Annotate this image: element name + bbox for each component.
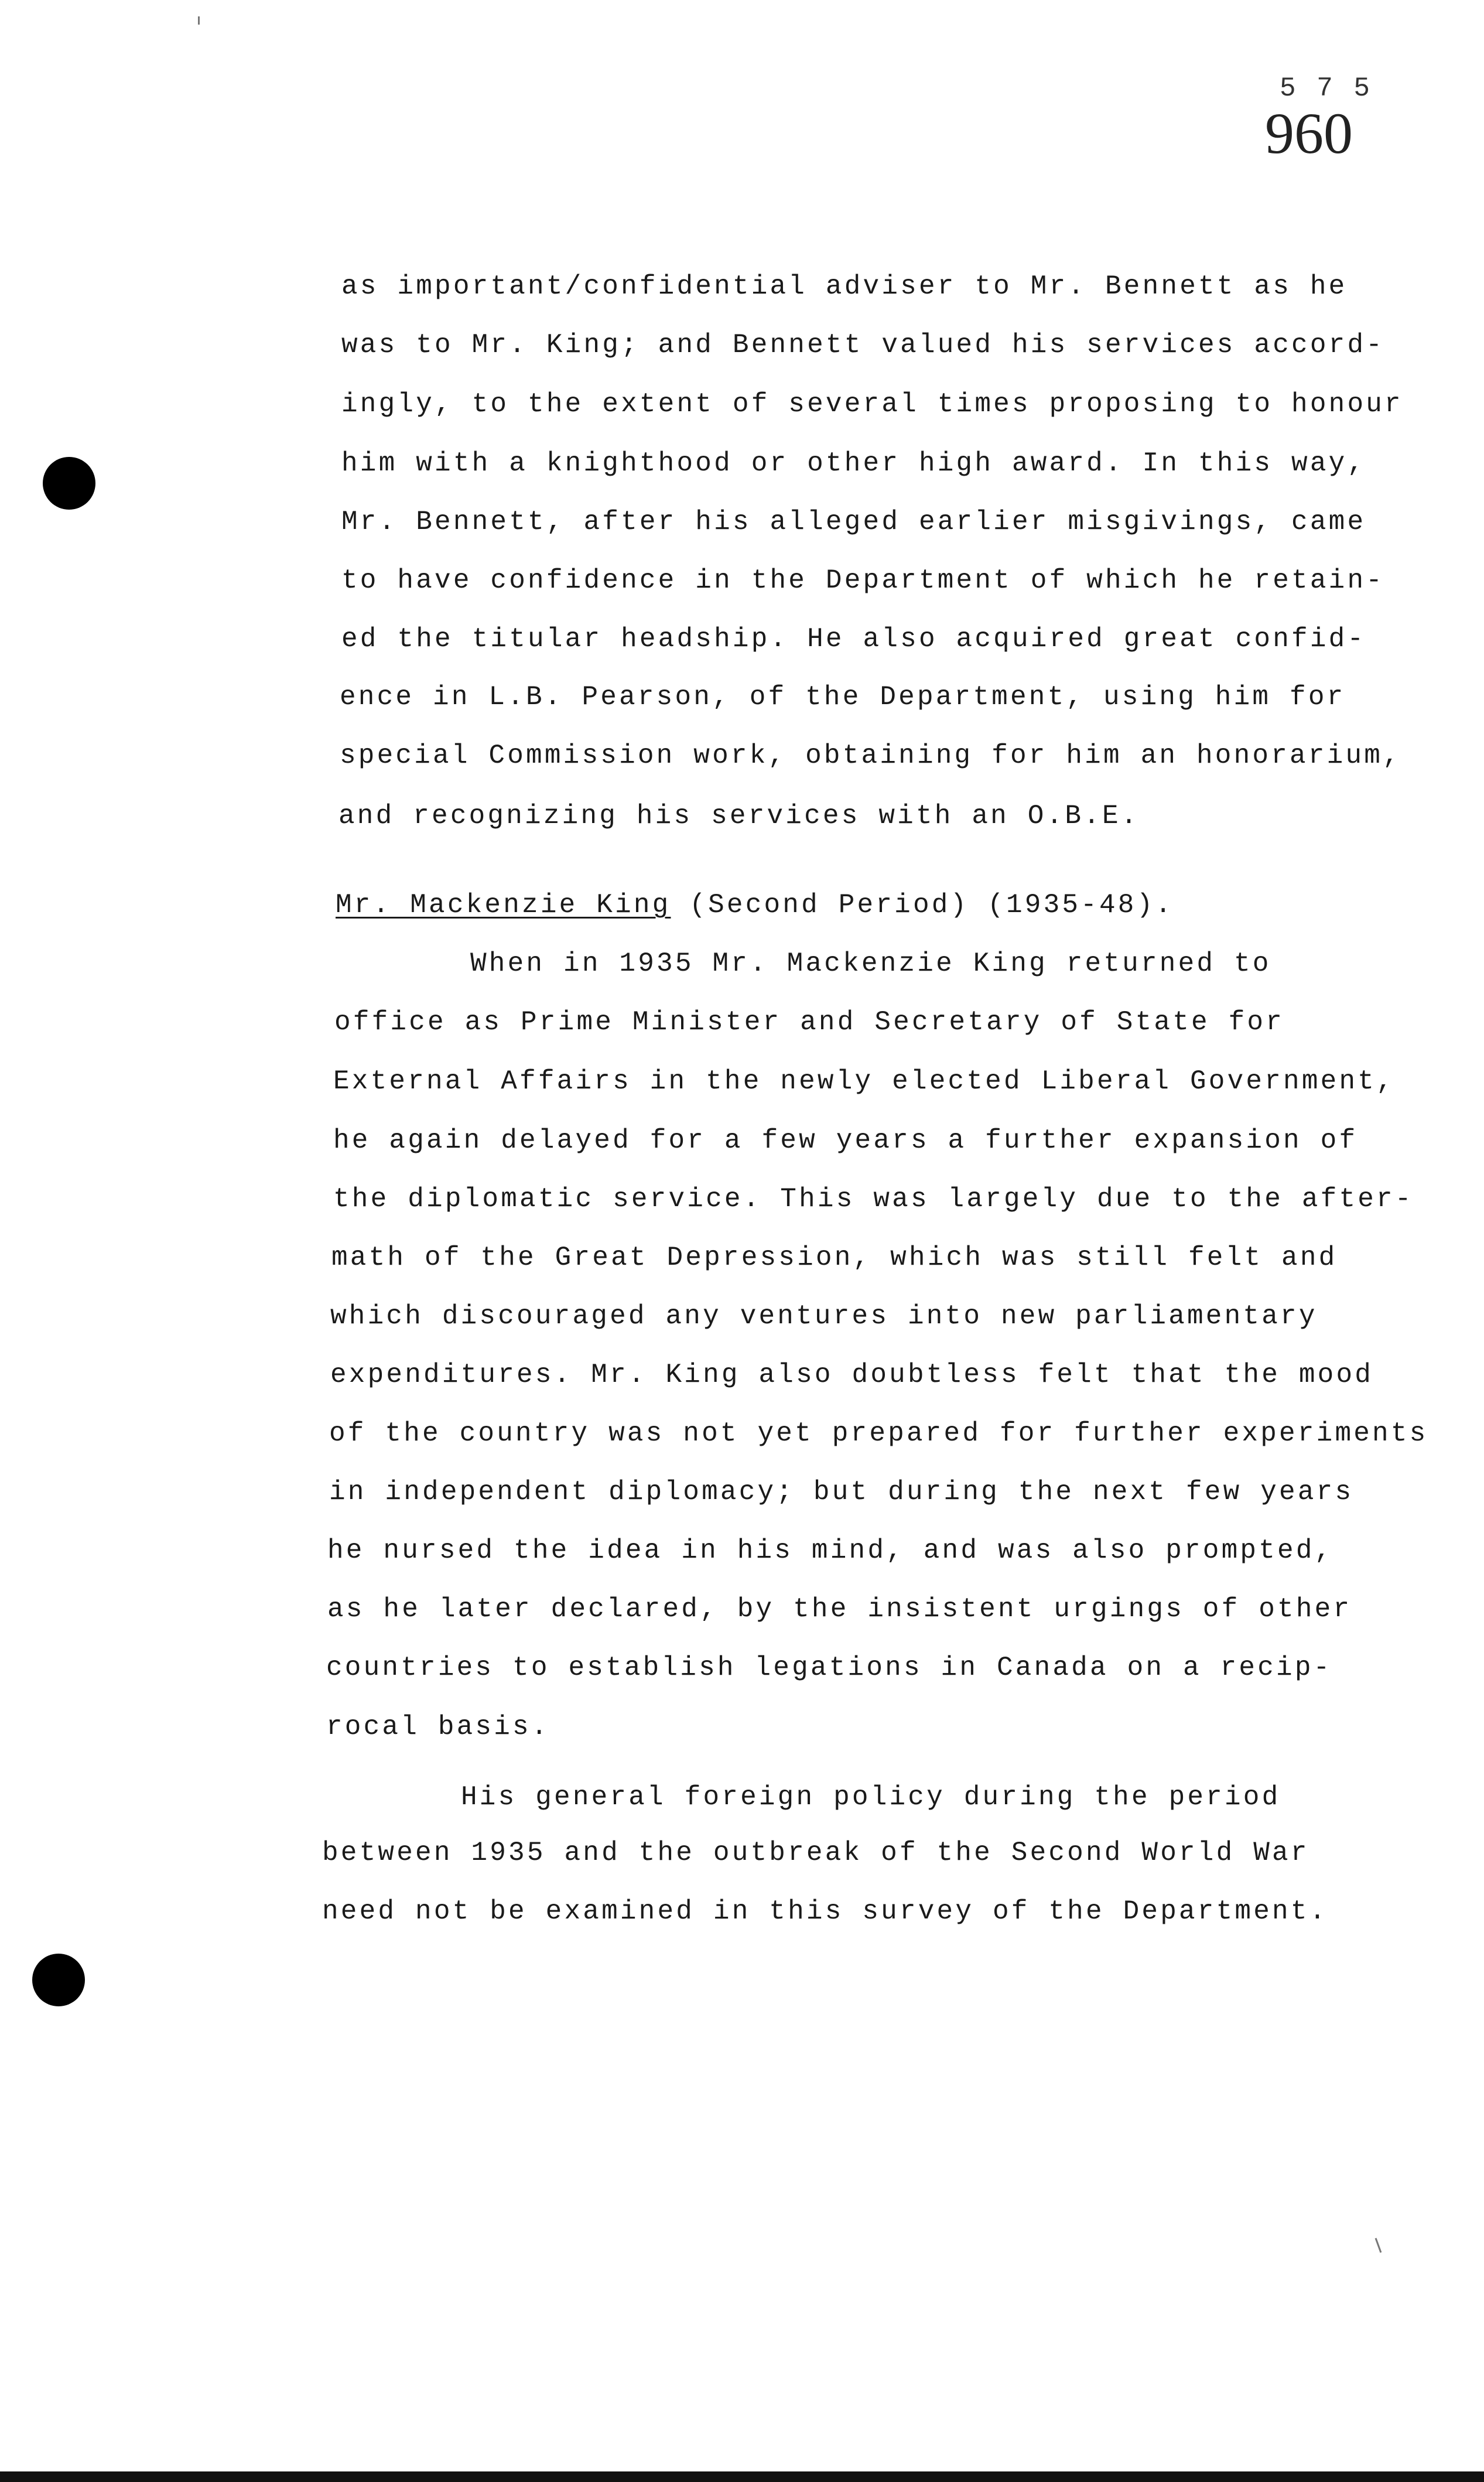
text-line: to have confidence in the Department of which he retain-: [341, 565, 1385, 596]
text-line: need not be examined in this survey of the Department.: [322, 1896, 1328, 1927]
text-line: Mr. Bennett, after his alleged earlier misgivings, came: [341, 507, 1366, 537]
text-line: rocal basis.: [326, 1712, 550, 1742]
text-line: between 1935 and the outbreak of the Second World War: [322, 1838, 1309, 1868]
text-line: which discouraged any ventures into new parliamentary: [330, 1301, 1318, 1332]
text-line: in independent diplomacy; but during the next few years: [329, 1477, 1354, 1507]
text-line: office as Prime Minister and Secretary of State for: [334, 1007, 1285, 1037]
scan-speck: [198, 16, 200, 25]
text-line: and recognizing his services with an O.B.E.: [338, 801, 1140, 831]
text-line: ed the titular headship. He also acquired great confid-: [341, 624, 1366, 654]
text-line: was to Mr. King; and Bennett valued his services accord-: [341, 330, 1385, 360]
section-heading-underlined: Mr. Mackenzie King: [336, 890, 671, 920]
text-line: he again delayed for a few years a further expansion of: [333, 1125, 1358, 1156]
section-heading-rest: (Second Period) (1935-48).: [671, 890, 1174, 920]
text-line: him with a knighthood or other high award. In this way,: [341, 448, 1366, 479]
text-line: expenditures. Mr. King also doubtless felt that the mood: [330, 1360, 1374, 1390]
punch-hole: [43, 457, 95, 510]
text-line: as important/confidential adviser to Mr. Bennett as he: [341, 271, 1348, 302]
text-line: ingly, to the extent of several times proposing to honour: [341, 389, 1403, 419]
text-line: When in 1935 Mr. Mackenzie King returned to: [470, 948, 1271, 979]
text-line: the diplomatic service. This was largely due to the after-: [333, 1184, 1414, 1214]
page-mark-small: 5 7 5: [1280, 73, 1373, 104]
text-line: External Affairs in the newly elected Liberal Government,: [333, 1066, 1395, 1097]
text-line: he nursed the idea in his mind, and was also prompted,: [327, 1535, 1333, 1566]
section-heading: [336, 892, 1174, 919]
scan-speck: [1375, 2238, 1382, 2252]
text-line: of the country was not yet prepared for further experiments: [329, 1418, 1428, 1449]
scan-edge: [0, 2471, 1484, 2482]
text-line: countries to establish legations in Canada on a recip-: [326, 1653, 1332, 1683]
text-line: as he later declared, by the insistent urgings of other: [327, 1594, 1352, 1624]
text-line: special Commission work, obtaining for him an honorarium,: [340, 740, 1401, 771]
page-number: 960: [1265, 101, 1353, 166]
text-line: math of the Great Depression, which was still felt and: [331, 1242, 1338, 1273]
text-line: ence in L.B. Pearson, of the Department, using him for: [340, 682, 1346, 712]
text-line: His general foreign policy during the period: [461, 1782, 1281, 1812]
punch-hole: [32, 1954, 85, 2006]
